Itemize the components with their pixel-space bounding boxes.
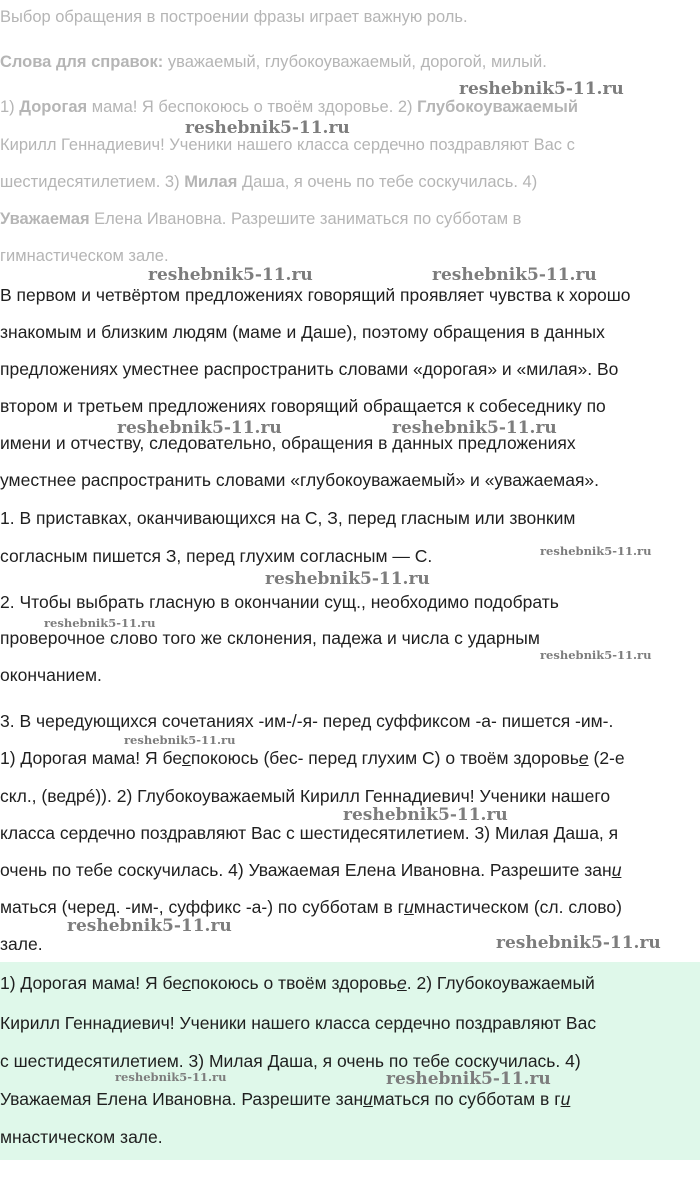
example-line: скл., (ведрé)). 2) Глубокоуважаемый Кирилл Геннадиевич! Ученики нашего <box>0 786 611 806</box>
text: 1) <box>0 98 20 116</box>
task-line: гимнастическом зале. <box>0 247 169 265</box>
bold-word: Дорогая <box>19 98 88 116</box>
solution-line: уместнее распространить словами «глубокоуважаемый» и «уважаемая». <box>0 470 600 490</box>
highlighted-letter: е <box>578 748 589 768</box>
answer-line <box>0 1089 570 1110</box>
watermark: reshebnik5-11.ru <box>67 916 232 936</box>
watermark: reshebnik5-11.ru <box>115 1070 227 1084</box>
watermark: reshebnik5-11.ru <box>540 648 652 662</box>
task-line <box>0 210 521 229</box>
solution-line: предложениях уместнее распространить словами «дорогая» и «милая». Во <box>0 359 619 379</box>
hint-label: Слова для справок: <box>0 53 164 71</box>
highlighted-letter: и <box>363 1089 373 1109</box>
watermark: reshebnik5-11.ru <box>432 265 597 285</box>
answer-line: с шестидесятилетием. 3) Милая Даша, я очень по тебе соскучилась. 4) <box>0 1051 581 1071</box>
bold-word: Милая <box>184 173 238 191</box>
solution-line: знакомым и близким людям (маме и Даше), поэтому обращения в данных <box>0 322 605 342</box>
watermark: reshebnik5-11.ru <box>265 569 430 589</box>
watermark: reshebnik5-11.ru <box>117 418 282 438</box>
text: Елена Ивановна. Разрешите заниматься по субботам в <box>89 210 522 228</box>
answer-block <box>0 962 700 1160</box>
highlighted-letter: с <box>182 748 191 768</box>
watermark: reshebnik5-11.ru <box>392 418 557 438</box>
text: очень по тебе соскучилась. 4) Уважаемая Елена Ивановна. Разрешите зан <box>0 860 612 880</box>
answer-line: мнастическом зале. <box>0 1127 163 1147</box>
watermark: reshebnik5-11.ru <box>343 805 508 825</box>
example-line: зале. <box>0 934 43 954</box>
answer-line: Кирилл Геннадиевич! Ученики нашего класса сердечно поздравляют Вас <box>0 1013 597 1033</box>
task-line: Кирилл Геннадиевич! Ученики нашего класса сердечно поздравляют Вас с <box>0 136 575 154</box>
task-line <box>0 173 537 192</box>
rule-line: окончанием. <box>0 665 102 685</box>
watermark: reshebnik5-11.ru <box>496 933 661 953</box>
watermark: reshebnik5-11.ru <box>124 733 236 747</box>
text: мнастическом (сл. слово) <box>413 897 622 917</box>
text: шестидесятилетием. 3) <box>0 173 185 191</box>
rule-line: 2. Чтобы выбрать гласную в окончании сущ., необходимо подобрать <box>0 592 559 612</box>
task-line <box>0 98 578 117</box>
example-line: класса сердечно поздравляют Вас с шестидесятилетием. 3) Милая Даша, я <box>0 823 619 843</box>
example-line <box>0 860 621 881</box>
highlighted-letter: с <box>182 973 191 993</box>
text: покоюсь о твоём здоровь <box>190 973 397 993</box>
highlighted-letter: и <box>404 897 414 917</box>
text: мама! Я беспокоюсь о твоём здоровье. 2) <box>87 98 418 116</box>
watermark: reshebnik5-11.ru <box>44 616 156 630</box>
bold-word: Уважаемая <box>0 210 90 228</box>
rule-line: согласным пишется З, перед глухим согласным — С. <box>0 546 433 566</box>
example-line <box>0 897 622 918</box>
highlighted-letter: и <box>611 860 622 880</box>
rule-line: 1. В приставках, оканчивающихся на С, З, перед гласным или звонким <box>0 508 576 528</box>
text: покоюсь (бес- перед глухим С) о твоём здоровь <box>190 748 579 768</box>
rule-line: 3. В чередующихся сочетаниях -им-/-я- перед суффиксом -а- пишется -им-. <box>0 711 614 731</box>
rule-line: проверочное слово того же склонения, падежа и числа с ударным <box>0 628 540 648</box>
example-line <box>0 748 625 769</box>
solution-line: В первом и четвёртом предложениях говорящий проявляет чувства к хорошо <box>0 285 631 305</box>
watermark: reshebnik5-11.ru <box>540 544 652 558</box>
answer-line <box>0 973 595 994</box>
text: 1) Дорогая мама! Я бе <box>0 973 183 993</box>
text: 1) Дорогая мама! Я бе <box>0 748 183 768</box>
text: Уважаемая Елена Ивановна. Разрешите зан <box>0 1089 364 1109</box>
solution-line: имени и отчеству, следовательно, обращения в данных предложениях <box>0 433 576 453</box>
text: Даша, я очень по тебе соскучилась. 4) <box>237 173 538 191</box>
text: маться (черед. -им-, суффикс -а-) по субботам в г <box>0 897 405 917</box>
highlighted-letter: е <box>397 973 407 993</box>
watermark: reshebnik5-11.ru <box>148 265 313 285</box>
highlighted-letter: и <box>560 1089 571 1109</box>
watermark: reshebnik5-11.ru <box>459 79 624 99</box>
hint-words: уважаемый, глубокоуважаемый, дорогой, милый. <box>163 53 547 71</box>
bold-word: Глубокоуважаемый <box>417 98 579 116</box>
text: . 2) Глубокоуважаемый <box>406 973 595 993</box>
watermark: reshebnik5-11.ru <box>386 1069 551 1089</box>
solution-line: втором и третьем предложениях говорящий обращается к собеседнику по <box>0 396 606 416</box>
text: (2-е <box>588 748 625 768</box>
task-line: Выбор обращения в построении фразы играет важную роль. <box>0 8 468 26</box>
text: маться по субботам в г <box>372 1089 561 1109</box>
watermark: reshebnik5-11.ru <box>185 118 350 138</box>
task-line <box>0 53 547 72</box>
